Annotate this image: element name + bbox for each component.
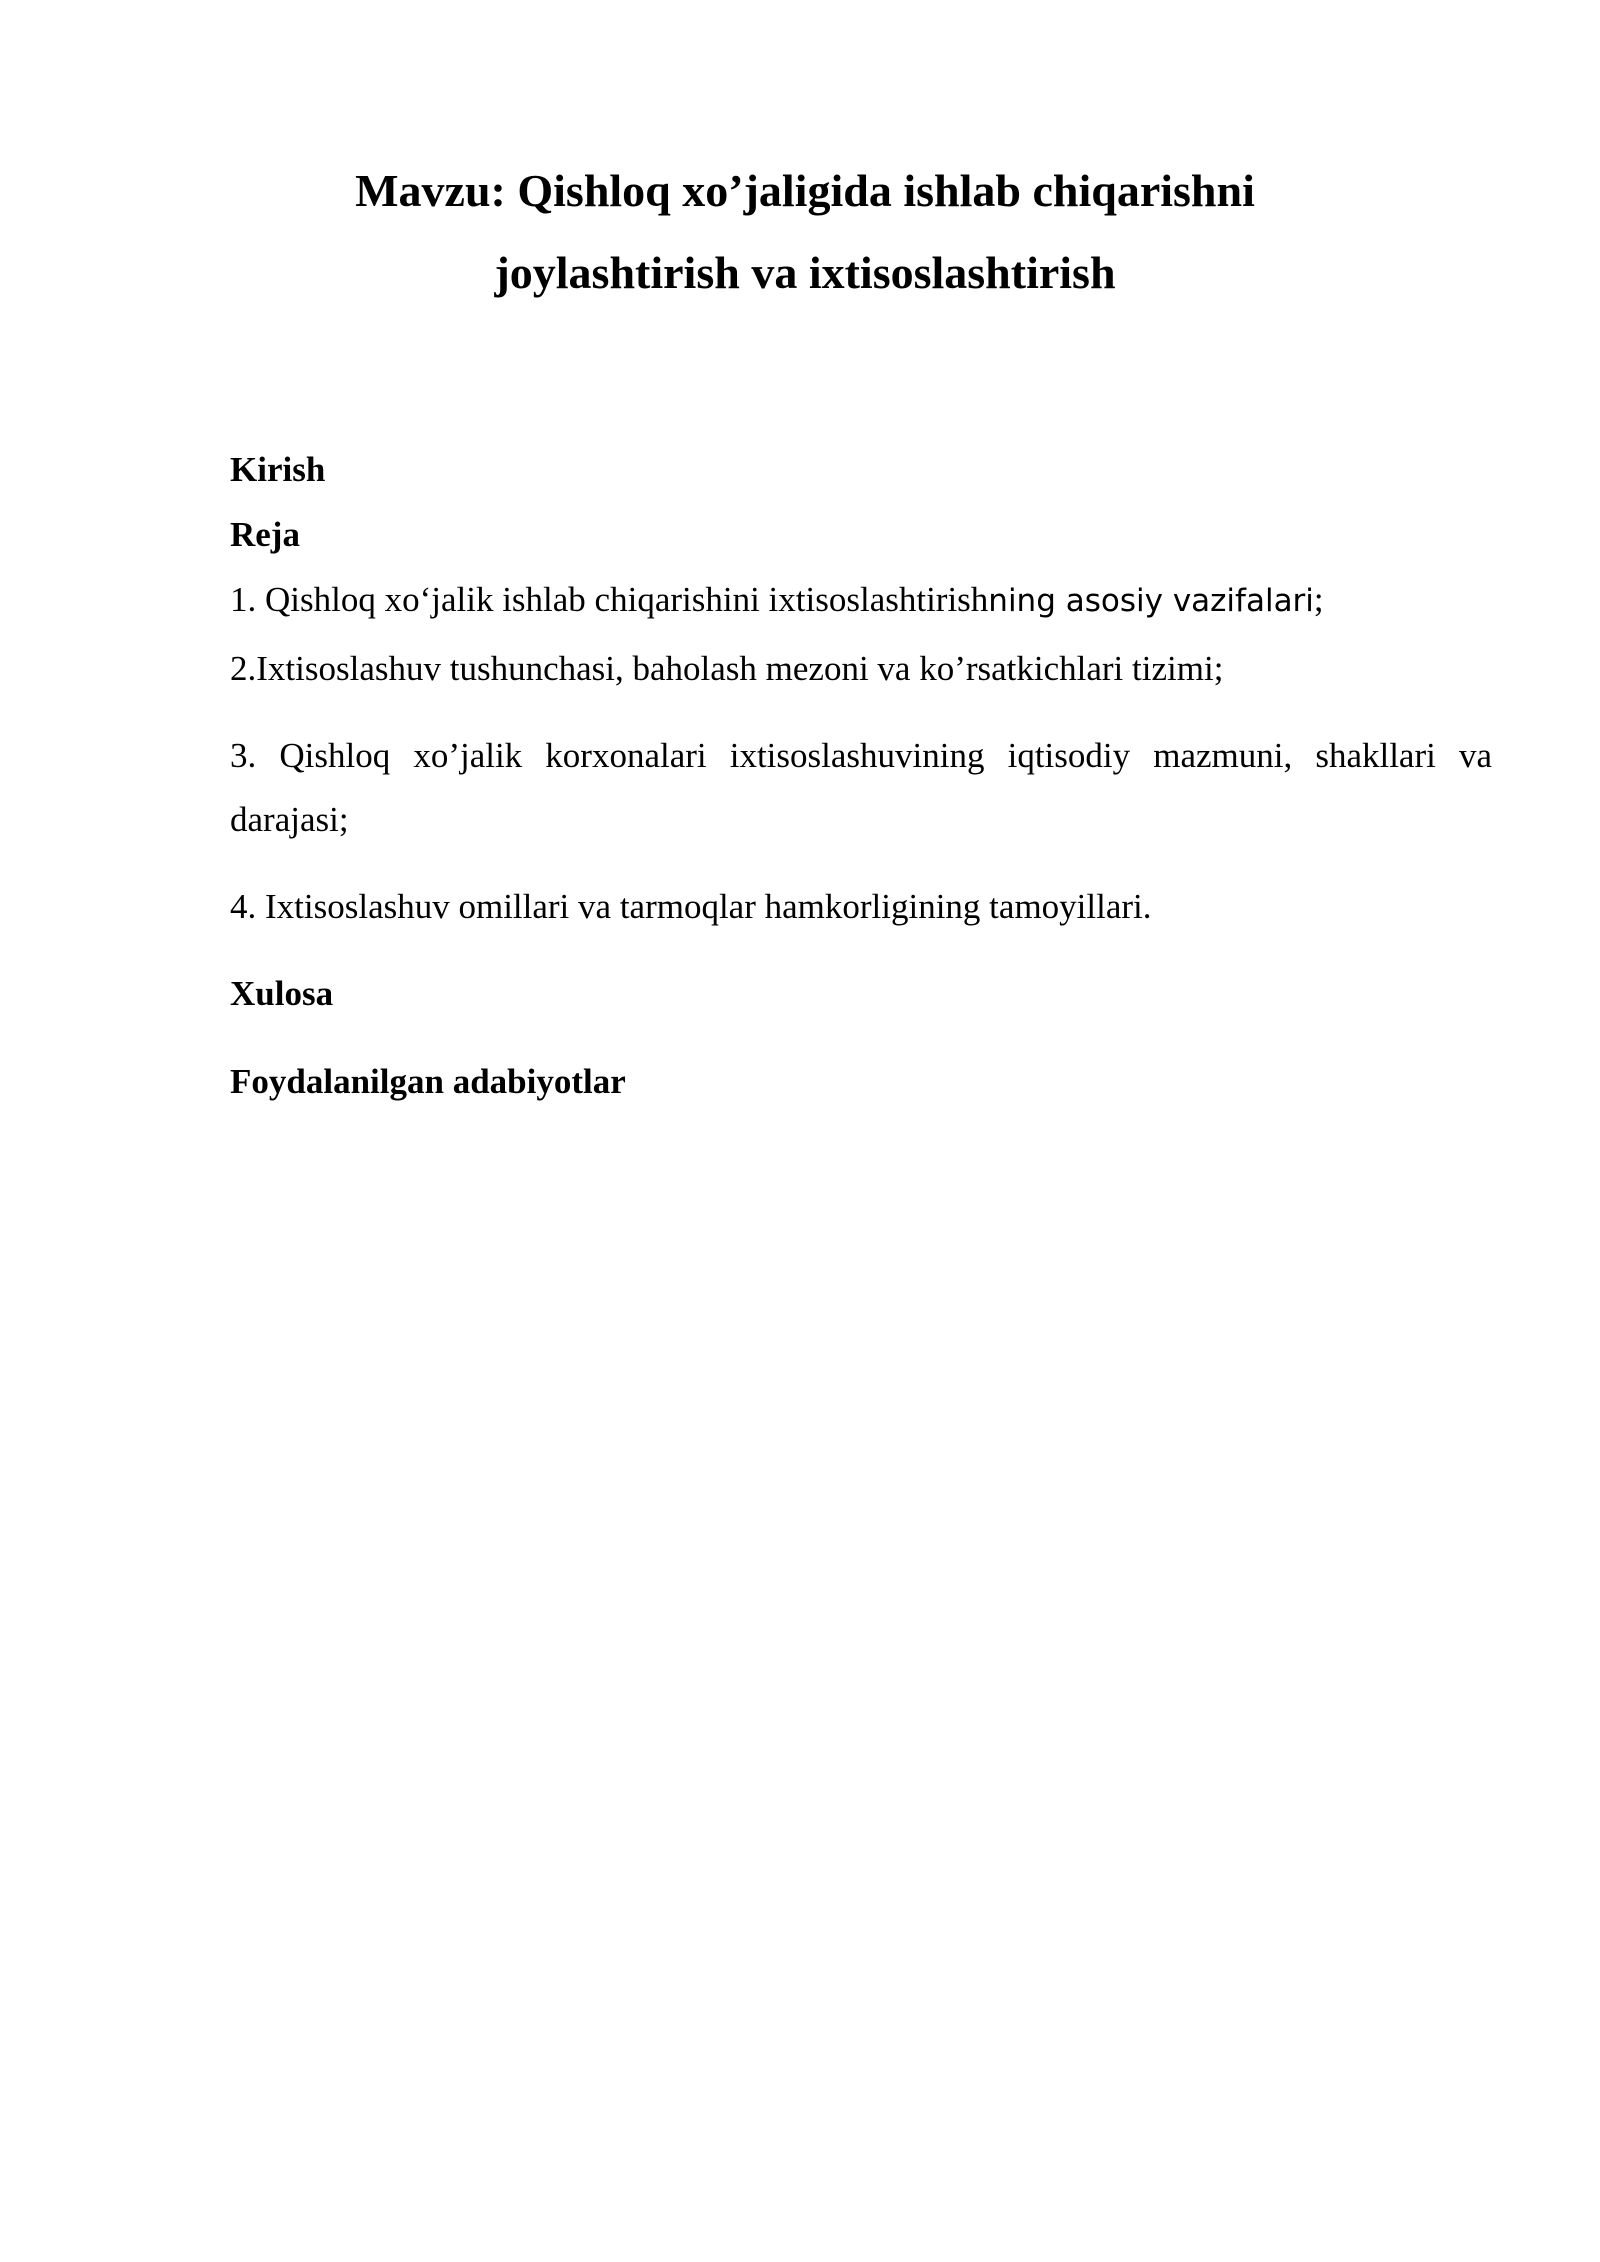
- plan-item-1-sans-text: ning asosiy vazifalari: [988, 583, 1314, 619]
- plan-item-1: [230, 568, 1492, 633]
- plan-item-2: 2.Ixtisoslashuv tushunchasi, baholash mezoni va ko’rsatkichlari tizimi;: [230, 649, 1224, 688]
- intro-heading: Kirish: [230, 450, 326, 489]
- plan-item-1-end: ;: [1313, 580, 1324, 619]
- plan-heading: Reja: [230, 515, 300, 554]
- conclusion-heading: Xulosa: [230, 974, 334, 1013]
- document-title: Mavzu: Qishloq xo’jaligida ishlab chiqarishni joylashtirish va ixtisoslashtirish: [355, 165, 1255, 298]
- plan-item-1-serif-text: 1. Qishloq xo‘jalik ishlab chiqarishini ixtisoslashtirish: [230, 580, 989, 619]
- plan-item-4: 4. Ixtisoslashuv omillari va tarmoqlar hamkorligining tamoyillari.: [230, 887, 1152, 926]
- references-heading: Foydalanilgan adabiyotlar: [230, 1062, 626, 1101]
- plan-item-3: 3. Qishloq xo’jalik korxonalari ixtisoslashuvining iqtisodiy mazmuni, shakllari va darajasi;: [230, 736, 1492, 839]
